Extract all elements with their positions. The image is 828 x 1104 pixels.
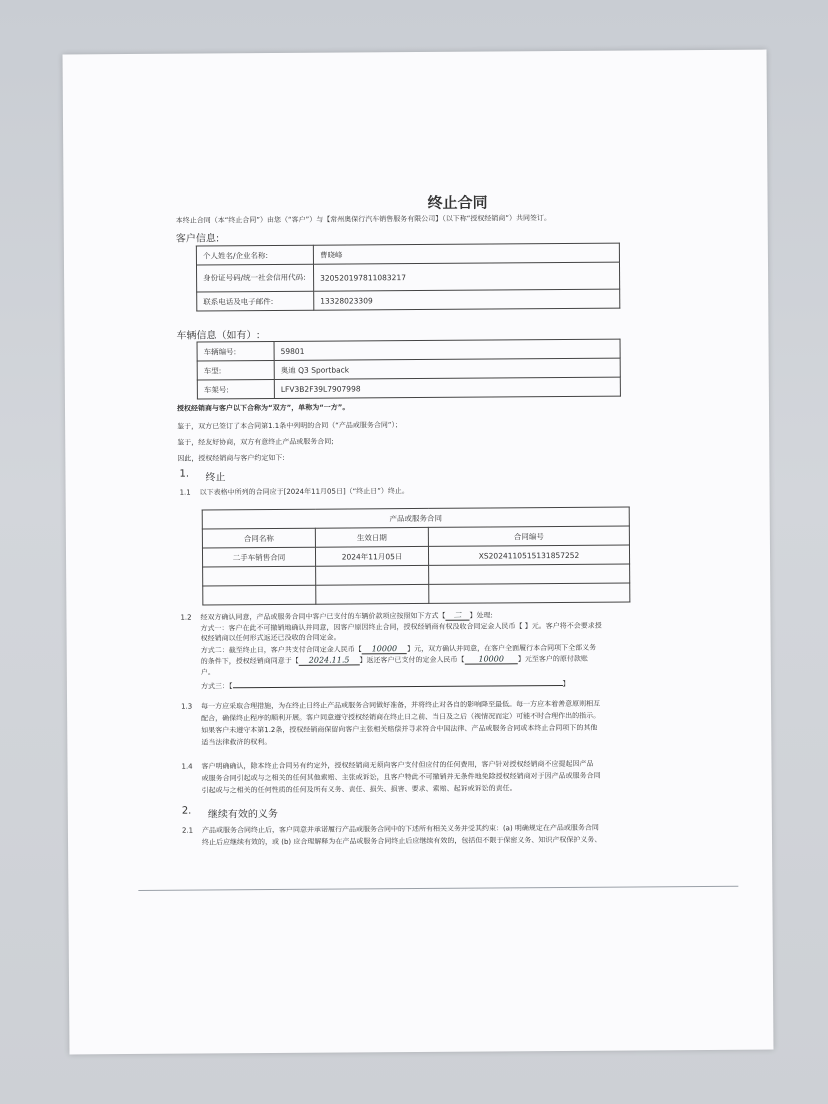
option-2b-mid: 】返还客户已支付的定金人民币【: [359, 655, 465, 665]
vehicle-label: 车辆编号:: [197, 341, 274, 361]
column-header: 合同名称: [202, 528, 315, 548]
therefore-paragraph: 因此，授权经销商与客户约定如下:: [177, 453, 285, 463]
whereas-2: 鉴于，经友好协商，双方有意终止产品或服务合同;: [177, 437, 334, 447]
customer-value: 13328023309: [314, 289, 620, 310]
customer-label: 个人姓名/企业名称:: [196, 245, 313, 265]
table-cell: 2024年11月05日: [315, 546, 428, 566]
clause-2-1-number: 2.1: [181, 826, 194, 835]
option-2-text: 方式二：截至终止日，客户共支付合同定金人民币【: [200, 645, 362, 655]
column-header: 生效日期: [315, 527, 428, 547]
paper-sheet: [63, 50, 774, 1055]
clause-1-3-line: 如果客户未遵守本第1.2条，授权经销商保留向客户主张相关赔偿并寻求符合中国法律、产品或服务合同或本终止合同项下的其他: [201, 723, 598, 735]
clause-1-3-line: 配合，确保终止程序的顺利开展。客户同意遵守授权经销商在终止日之前、当日及之后（视情况而定）可能不时合理作出的指示。: [201, 711, 601, 723]
table-row: [203, 583, 630, 605]
vehicle-value: 奥迪 Q3 Sportback: [274, 358, 620, 379]
vehicle-heading: 车辆信息（如有）:: [176, 330, 260, 342]
customer-value: 曹晓峰: [313, 243, 619, 264]
clause-1-1-number: 1.1: [179, 488, 191, 497]
option-2-line-b: [201, 654, 588, 667]
column-header: 合同编号: [428, 526, 629, 546]
option-2b-end: 】元至客户的原付款账: [517, 654, 588, 664]
clause-1-2-line1: [200, 610, 492, 622]
section-2-number: 2.: [181, 805, 192, 817]
clause-1-1-text: 以下表格中所列的合同应于[2024年11月05日]（“终止日”）终止。: [199, 487, 409, 497]
option-1-line-b: 权经销商以任何形式返还已没收的合同定金。: [200, 633, 341, 643]
vehicle-label: 车架号:: [197, 379, 274, 399]
section-1-title: 终止: [205, 472, 226, 484]
parties-paragraph: 授权经销商与客户以下合称为“双方”，单称为“一方”。: [176, 403, 350, 413]
printed-area: [167, 50, 753, 894]
option-1-line-a: 方式一：客户在此不可撤销地确认并同意，因客户原因终止合同，授权经销商有权没收合同定金人民币【 】元。客户将不会要求授: [200, 621, 602, 633]
handwritten-date: 2024.11.5: [299, 655, 360, 665]
contract-table: [202, 507, 631, 606]
clause-1-3-line: 适当法律救济的权利。: [201, 738, 272, 747]
document-title: 终止合同: [427, 193, 488, 212]
option-3-end: 】: [562, 679, 570, 688]
handwritten-amount: 10000: [464, 654, 518, 664]
blank-line: [232, 685, 562, 688]
table-cell: XS2024110515131857252: [428, 545, 629, 565]
option-2-line-c: 户。: [200, 668, 215, 677]
clause-1-4-line: 或服务合同引起或与之相关的任何其他索赔、主张或诉讼，且客户特此不可撤销并无条件地免除授权经销商对于因产品或服务合同: [201, 771, 601, 783]
clause-1-4-line: 客户明确确认，除本终止合同另有约定外，授权经销商无须向客户支付但应付的任何费用，客户针对授权经销商不应提起因产品: [201, 759, 594, 771]
option-3-text: 方式三：【: [200, 682, 233, 691]
table-cell: 二手车销售合同: [202, 547, 315, 567]
section-1-number: 1.: [179, 468, 190, 480]
clause-1-2-number: 1.2: [180, 613, 192, 622]
section-2-title: 继续有效的义务: [207, 808, 278, 821]
clause-1-4-number: 1.4: [181, 762, 193, 771]
customer-label: 身份证号码/统一社会信用代码:: [196, 264, 313, 292]
clause-1-3-number: 1.3: [181, 702, 193, 711]
table-row: [197, 377, 620, 399]
clause-1-2-text: 经双方确认同意，产品或服务合同中客户已支付的车辆价款项应按照如下方式【: [200, 611, 446, 622]
customer-value: 320520197811083217: [313, 262, 619, 291]
vehicle-table: [197, 339, 621, 400]
handwritten-choice: 二: [445, 611, 469, 621]
table-row: [197, 289, 620, 311]
intro-paragraph: 本终止合同（本“终止合同”）由您（“客户”）与【常州奥保行汽车销售服务有限公司】（以下称“授权经销商”）共同签订。: [175, 214, 551, 225]
clause-1-2-text-end: 】处理:: [469, 611, 493, 620]
vehicle-value: 59801: [274, 339, 620, 360]
vehicle-label: 车型:: [197, 360, 274, 380]
option-2b-text: 的条件下，授权经销商同意于【: [200, 656, 299, 666]
handwritten-amount: 10000: [362, 644, 408, 654]
clause-1-3-line: 每一方应采取合理措施，为在终止日终止产品或服务合同做好准备，并将终止对各自的影响降至最低。每一方应本着善意原则相互: [201, 699, 601, 711]
option-3-line: [201, 679, 570, 692]
customer-label: 联系电话及电子邮件:: [197, 291, 314, 311]
table-row: [196, 262, 619, 292]
whereas-1: 鉴于，双方已签订了本合同第1.1条中列明的合同（“产品或服务合同”）；: [177, 421, 403, 431]
customer-heading: 客户信息:: [175, 233, 220, 245]
vehicle-value: LFV3B2F39L7907998: [274, 377, 620, 398]
contract-table-caption: 产品或服务合同: [202, 507, 629, 529]
clause-2-1-line: 产品或服务合同终止后，客户同意并承诺履行产品或服务合同中的下述所有相关义务并受其约束：(a) 明确规定在产品或服务合同: [201, 823, 599, 835]
clause-2-1-line: 终止后应继续有效的，或 (b) 应合理解释为在产品或服务合同终止后应继续有效的，包括但不限于保密义务、知识产权保护义务、: [201, 835, 602, 847]
customer-table: [196, 243, 620, 312]
option-2-text-end: 】元，双方确认并同意，在客户全面履行本合同项下全部义务: [407, 643, 597, 654]
clause-1-4-line: 引起或与之相关的任何性质的任何及所有义务、责任、损失、损害、要求、索赔、起诉或诉讼的责任。: [201, 784, 517, 795]
